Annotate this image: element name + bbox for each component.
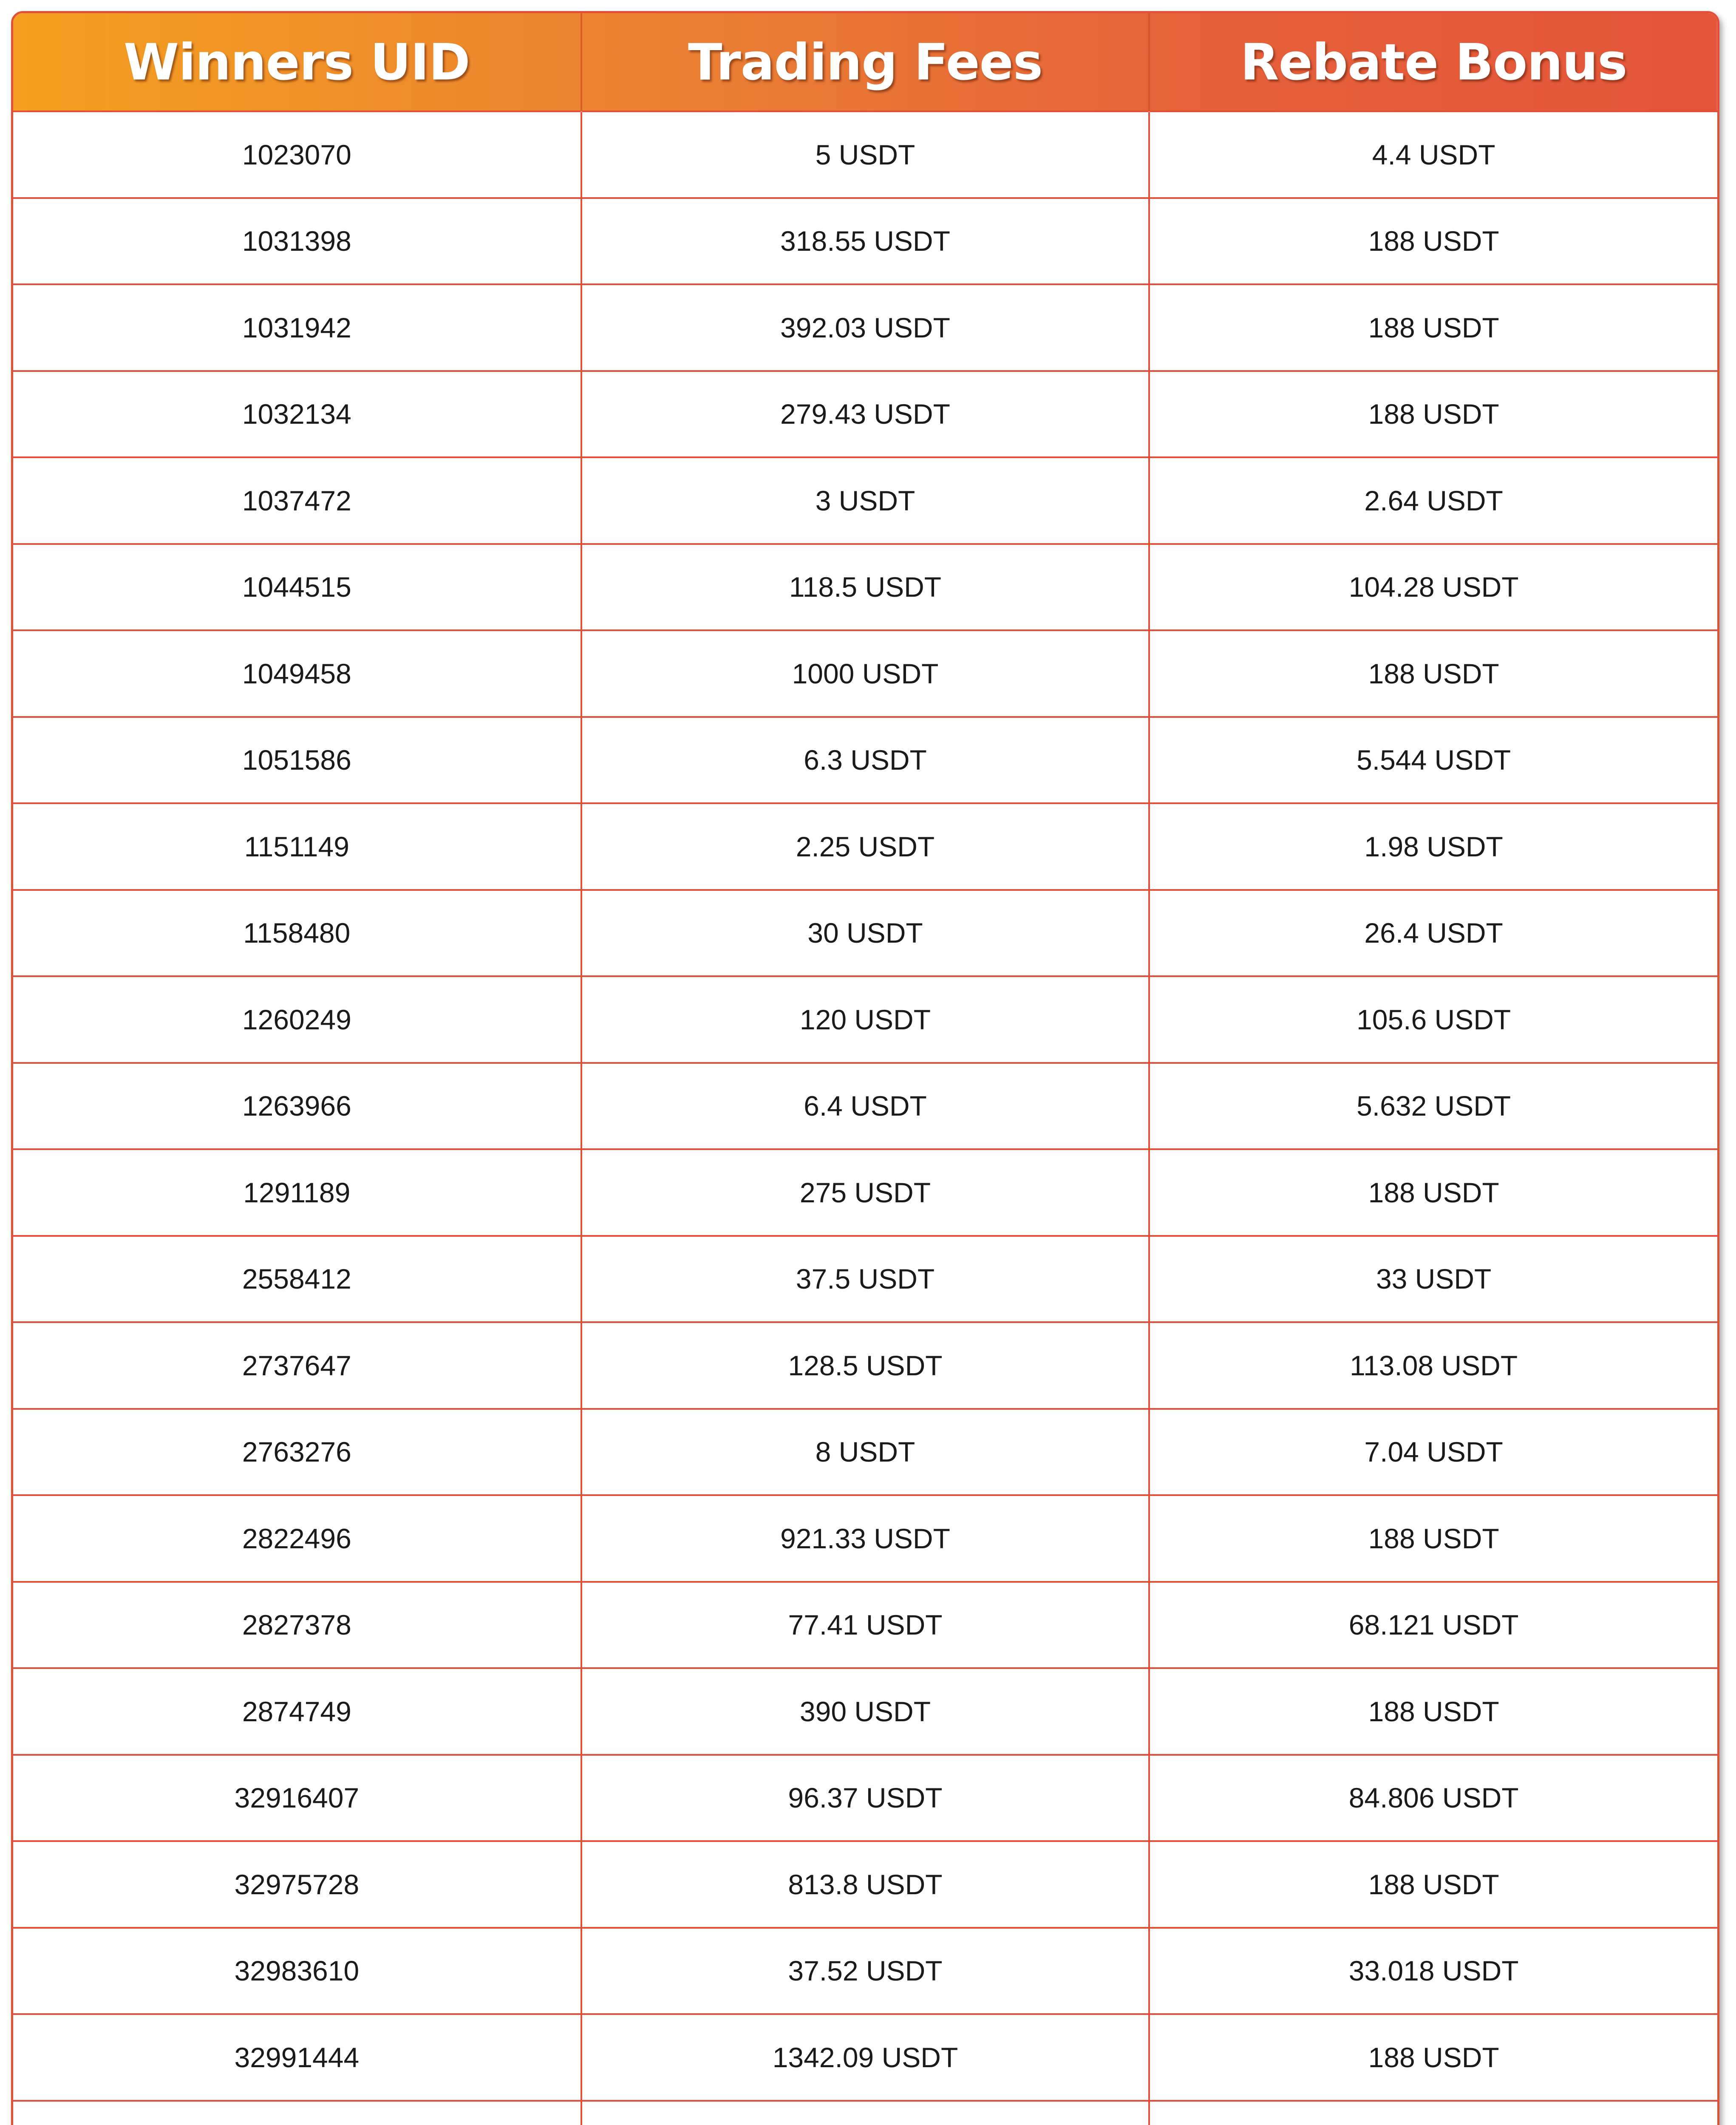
winner-uid-cell xyxy=(13,2101,581,2125)
trading-fees-cell: 118.5 USDT xyxy=(581,544,1150,631)
winner-uid-cell: 1260249 xyxy=(13,976,581,1063)
winner-uid-cell: 2558412 xyxy=(13,1236,581,1323)
table-row xyxy=(13,1582,1717,1669)
table-row xyxy=(13,2014,1717,2101)
rebate-bonus-cell: 26.4 USDT xyxy=(1149,890,1717,977)
table-row xyxy=(13,284,1717,371)
winner-uid-cell: 1023070 xyxy=(13,111,581,198)
winner-uid-cell: 1051586 xyxy=(13,717,581,804)
winner-uid-cell: 2737647 xyxy=(13,1322,581,1409)
table-row xyxy=(13,1668,1717,1755)
winner-uid-cell: 1151149 xyxy=(13,803,581,890)
rebate-bonus-cell: 1.98 USDT xyxy=(1149,803,1717,890)
trading-fees-cell: 2.25 USDT xyxy=(581,803,1150,890)
rebate-bonus-cell: 33.018 USDT xyxy=(1149,1928,1717,2014)
table-row xyxy=(13,976,1717,1063)
table-body xyxy=(13,111,1717,2125)
table-row xyxy=(13,371,1717,458)
winner-uid-cell: 1291189 xyxy=(13,1149,581,1236)
rebate-bonus-cell: 188 USDT xyxy=(1149,371,1717,458)
trading-fees-cell: 390 USDT xyxy=(581,1668,1150,1755)
table-row xyxy=(13,111,1717,198)
winner-uid-cell: 2827378 xyxy=(13,1582,581,1669)
winner-uid-cell: 1158480 xyxy=(13,890,581,977)
rebate-bonus-cell: 33 USDT xyxy=(1149,1236,1717,1323)
rebate-bonus-cell: 188 USDT xyxy=(1149,1841,1717,1928)
rebate-bonus-cell: 2.64 USDT xyxy=(1149,457,1717,544)
rebate-bonus-cell: 188 USDT xyxy=(1149,630,1717,717)
table-row xyxy=(13,890,1717,977)
rebate-bonus-cell: 113.08 USDT xyxy=(1149,1322,1717,1409)
rebate-bonus-cell: 5.544 USDT xyxy=(1149,717,1717,804)
table-header xyxy=(13,13,1717,111)
trading-fees-cell: 37.5 USDT xyxy=(581,1236,1150,1323)
winner-uid-cell: 1044515 xyxy=(13,544,581,631)
table-row xyxy=(13,544,1717,631)
trading-fees-cell: 1342.09 USDT xyxy=(581,2014,1150,2101)
trading-fees-cell: 318.55 USDT xyxy=(581,198,1150,285)
winners-table xyxy=(13,13,1717,2125)
table-row xyxy=(13,1322,1717,1409)
trading-fees-cell: 1000 USDT xyxy=(581,630,1150,717)
table-row xyxy=(13,198,1717,285)
rebate-bonus-cell: 68.121 USDT xyxy=(1149,1582,1717,1669)
winner-uid-cell: 1031398 xyxy=(13,198,581,285)
winner-uid-cell: 1037472 xyxy=(13,457,581,544)
trading-fees-cell: 275 USDT xyxy=(581,1149,1150,1236)
winner-uid-cell: 32991444 xyxy=(13,2014,581,2101)
trading-fees-cell: 279.43 USDT xyxy=(581,371,1150,458)
trading-fees-cell: 6.4 USDT xyxy=(581,1063,1150,1150)
winner-uid-cell: 1049458 xyxy=(13,630,581,717)
trading-fees-cell: 96.37 USDT xyxy=(581,1755,1150,1842)
rebate-bonus-cell: 188 USDT xyxy=(1149,1668,1717,1755)
table-row xyxy=(13,1409,1717,1496)
header-row xyxy=(13,13,1717,111)
winners-table-frame xyxy=(11,11,1719,2125)
table-row xyxy=(13,1236,1717,1323)
rebate-bonus-cell: 84.806 USDT xyxy=(1149,1755,1717,1842)
winner-uid-cell: 32983610 xyxy=(13,1928,581,2014)
winner-uid-cell: 1031942 xyxy=(13,284,581,371)
rebate-bonus-cell: 188 USDT xyxy=(1149,2014,1717,2101)
rebate-bonus-cell: 188 USDT xyxy=(1149,198,1717,285)
trading-fees-cell: 77.41 USDT xyxy=(581,1582,1150,1669)
trading-fees-cell: 5 USDT xyxy=(581,111,1150,198)
table-row xyxy=(13,803,1717,890)
rebate-bonus-cell xyxy=(1149,2101,1717,2125)
header-winners-uid: Winners UID xyxy=(123,32,470,91)
rebate-bonus-cell: 7.04 USDT xyxy=(1149,1409,1717,1496)
table-row xyxy=(13,1495,1717,1582)
winner-uid-cell: 32916407 xyxy=(13,1755,581,1842)
winner-uid-cell: 2763276 xyxy=(13,1409,581,1496)
header-rebate-bonus: Rebate Bonus xyxy=(1149,13,1717,111)
table-row xyxy=(13,1755,1717,1842)
table-row xyxy=(13,457,1717,544)
rebate-bonus-cell: 4.4 USDT xyxy=(1149,111,1717,198)
table-row xyxy=(13,1149,1717,1236)
trading-fees-cell: 120 USDT xyxy=(581,976,1150,1063)
trading-fees-cell: 8 USDT xyxy=(581,1409,1150,1496)
winner-uid-cell: 2822496 xyxy=(13,1495,581,1582)
rebate-bonus-cell: 188 USDT xyxy=(1149,1149,1717,1236)
table-row xyxy=(13,2101,1717,2125)
trading-fees-cell: 30 USDT xyxy=(581,890,1150,977)
rebate-bonus-cell: 188 USDT xyxy=(1149,284,1717,371)
trading-fees-cell: 921.33 USDT xyxy=(581,1495,1150,1582)
trading-fees-cell: 3 USDT xyxy=(581,457,1150,544)
trading-fees-cell: 6.3 USDT xyxy=(581,717,1150,804)
trading-fees-cell: 128.5 USDT xyxy=(581,1322,1150,1409)
winner-uid-cell: 1263966 xyxy=(13,1063,581,1150)
table-row xyxy=(13,1063,1717,1150)
table-row xyxy=(13,1841,1717,1928)
table-row xyxy=(13,630,1717,717)
table-row xyxy=(13,1928,1717,2014)
trading-fees-cell xyxy=(581,2101,1150,2125)
winner-uid-cell: 2874749 xyxy=(13,1668,581,1755)
rebate-bonus-cell: 105.6 USDT xyxy=(1149,976,1717,1063)
trading-fees-cell: 813.8 USDT xyxy=(581,1841,1150,1928)
trading-fees-cell: 392.03 USDT xyxy=(581,284,1150,371)
header-trading-fees: Trading Fees xyxy=(581,13,1150,111)
trading-fees-cell: 37.52 USDT xyxy=(581,1928,1150,2014)
rebate-bonus-cell: 188 USDT xyxy=(1149,1495,1717,1582)
rebate-bonus-cell: 5.632 USDT xyxy=(1149,1063,1717,1150)
winner-uid-cell: 32975728 xyxy=(13,1841,581,1928)
table-row xyxy=(13,717,1717,804)
rebate-bonus-cell: 104.28 USDT xyxy=(1149,544,1717,631)
winner-uid-cell: 1032134 xyxy=(13,371,581,458)
